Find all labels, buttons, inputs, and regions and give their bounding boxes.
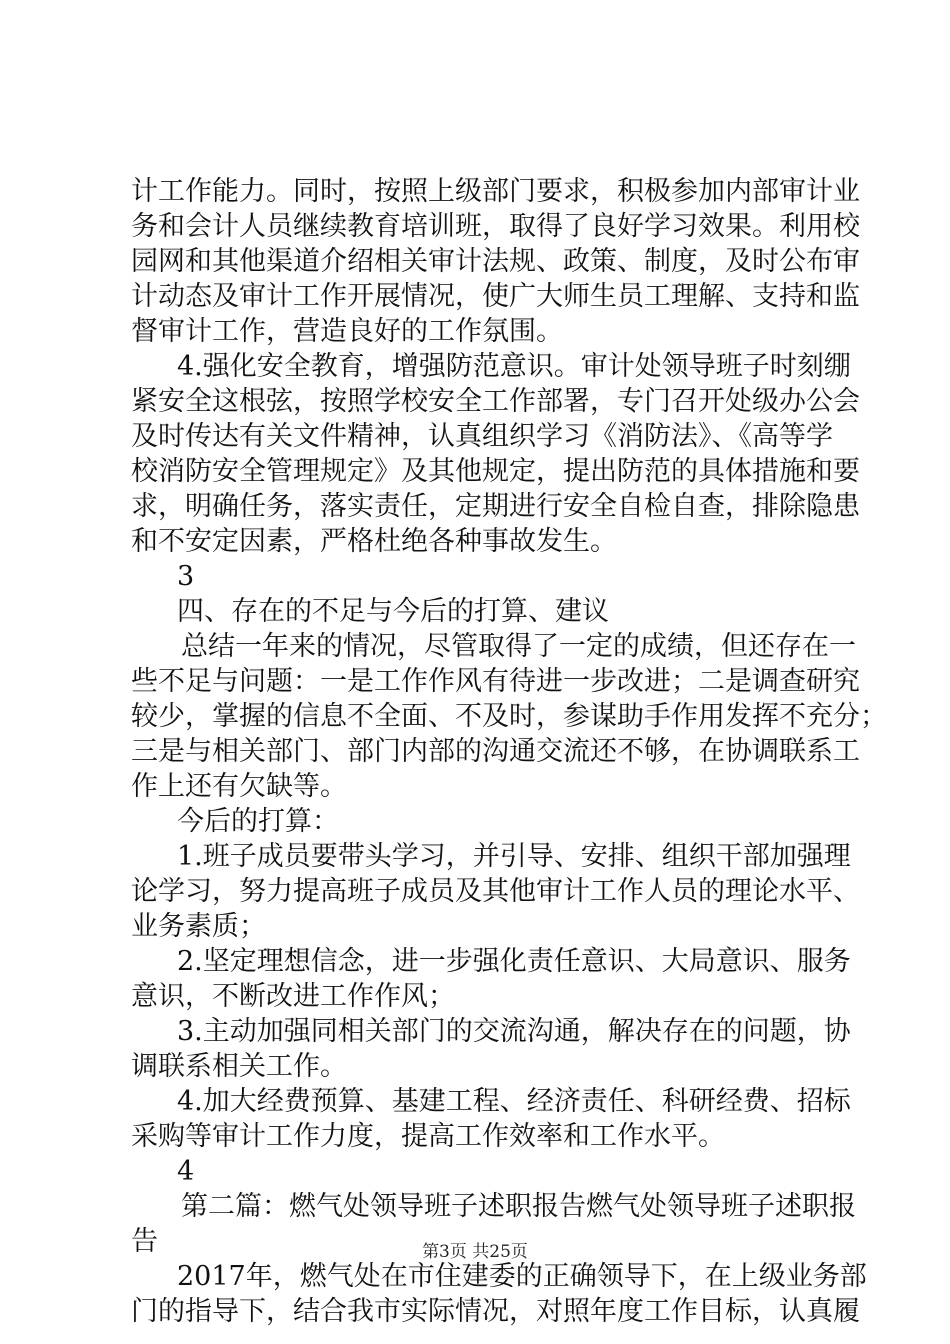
text-line: 总结一年来的情况，尽管取得了一定的成绩，但还存在一 [181, 631, 856, 662]
text-line: 及时传达有关文件精神，认真组织学习《消防法》、《高等学 [131, 421, 833, 452]
text-line: 采购等审计工作力度，提高工作效率和工作水平。 [131, 1121, 725, 1152]
page-marker: 3 [177, 561, 195, 592]
text-line: 调联系相关工作。 [131, 1051, 347, 1082]
section-heading: 四、存在的不足与今后的打算、建议 [177, 596, 609, 627]
text-line: 求，明确任务，落实责任，定期进行安全自检自查，排除隐患 [131, 491, 860, 522]
text-line: 今后的打算： [177, 806, 339, 837]
text-line: 作上还有欠缺等。 [131, 771, 347, 802]
page-marker: 4 [177, 1156, 195, 1187]
text-line: 4.强化安全教育，增强防范意识。审计处领导班子时刻绷 [177, 351, 851, 382]
text-line: 务和会计人员继续教育培训班，取得了良好学习效果。利用校 [131, 211, 860, 242]
text-line: 业务素质； [131, 911, 266, 942]
text-line: 门的指导下，结合我市实际情况，对照年度工作目标，认真履 [131, 1296, 860, 1327]
text-line: 园网和其他渠道介绍相关审计法规、政策、制度，及时公布审 [131, 246, 860, 277]
text-line: 2017年，燃气处在市住建委的正确领导下，在上级业务部 [177, 1261, 867, 1292]
text-line: 3.主动加强同相关部门的交流沟通，解决存在的问题，协 [177, 1016, 851, 1047]
text-line: 意识，不断改进工作作风； [131, 981, 455, 1012]
page-footer: 第3页 共25页 [422, 1242, 528, 1262]
section-heading: 第二篇：燃气处领导班子述职报告燃气处领导班子述职报 [181, 1191, 856, 1222]
text-line: 论学习，努力提高班子成员及其他审计工作人员的理论水平、 [131, 876, 860, 907]
text-line: 计工作能力。同时，按照上级部门要求，积极参加内部审计业 [131, 176, 860, 207]
text-line: 2.坚定理想信念，进一步强化责任意识、大局意识、服务 [177, 946, 851, 977]
text-line: 1.班子成员要带头学习，并引导、安排、组织干部加强理 [177, 841, 851, 872]
text-line: 计动态及审计工作开展情况，使广大师生员工理解、支持和监 [131, 281, 860, 312]
text-line: 紧安全这根弦，按照学校安全工作部署，专门召开处级办公会 [131, 386, 860, 417]
text-line: 较少，掌握的信息不全面、不及时，参谋助手作用发挥不充分； [131, 701, 887, 732]
text-line: 4.加大经费预算、基建工程、经济责任、科研经费、招标 [177, 1086, 851, 1117]
text-line: 三是与相关部门、部门内部的沟通交流还不够，在协调联系工 [131, 736, 860, 767]
text-line: 督审计工作，营造良好的工作氛围。 [131, 316, 563, 347]
text-line: 些不足与问题：一是工作作风有待进一步改进；二是调查研究 [131, 666, 860, 697]
text-line: 告 [131, 1226, 158, 1257]
text-line: 校消防安全管理规定》及其他规定，提出防范的具体措施和要 [131, 456, 860, 487]
text-line: 和不安定因素，严格杜绝各种事故发生。 [131, 526, 617, 557]
